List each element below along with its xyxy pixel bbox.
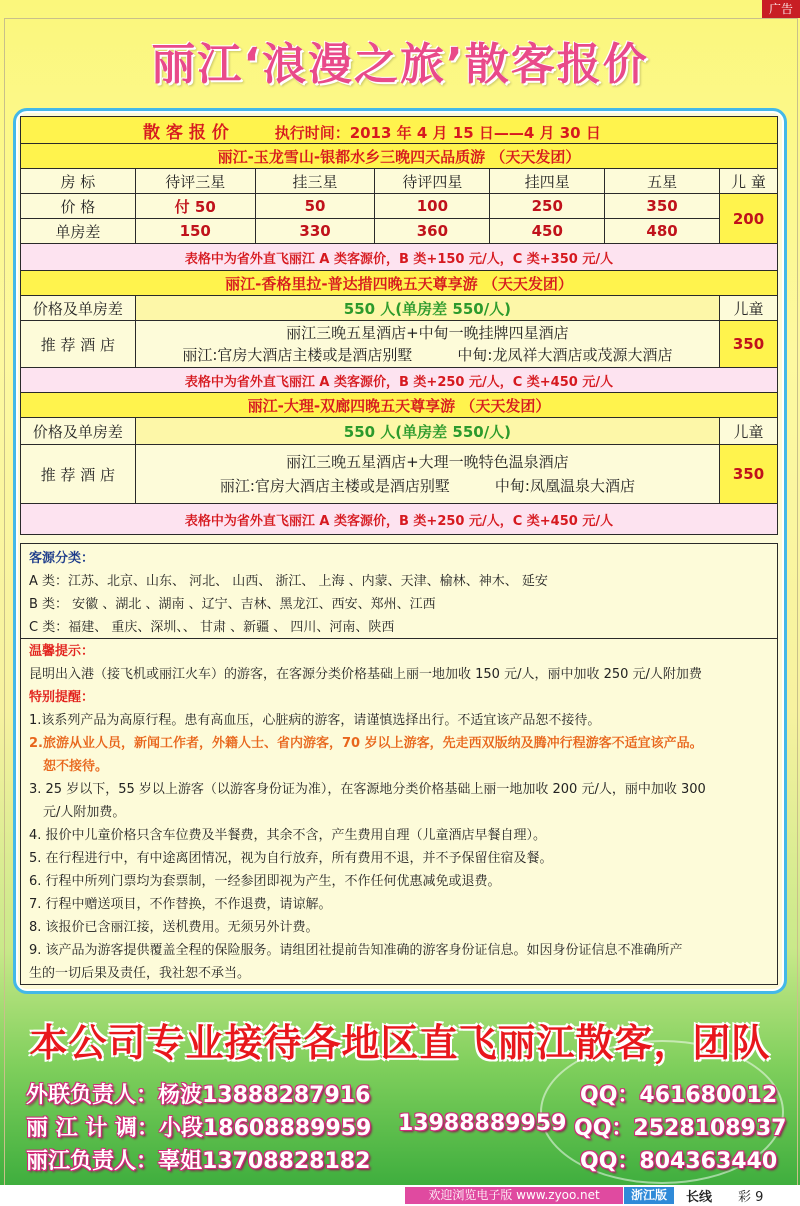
contact-1: 外联负责人：杨波13888287916 <box>26 1083 371 1108</box>
child-label: 儿童 <box>720 418 778 445</box>
price-cell: 100 <box>375 194 490 219</box>
tour2-note: 表格中为省外直飞丽江 A 类客源价，B 类+250 元/人，C 类+450 元/人 <box>21 368 778 393</box>
hotel-label: 推 荐 酒 店 <box>21 321 136 368</box>
footer-section: 长线 <box>686 1190 713 1205</box>
single-label: 单房差 <box>21 219 136 244</box>
price-label: 价 格 <box>21 194 136 219</box>
hotel-line: 丽江:官房大酒店主楼或是酒店别墅 中甸:凤凰温泉大酒店 <box>219 477 635 495</box>
notice-item: 1.该系列产品为高原行程。患有高血压，心脏病的游客，请谨慎选择出行。不适宜该产品恕不接待。 <box>29 713 601 728</box>
tour2-note-row <box>21 368 778 393</box>
tour1-level-row <box>21 169 778 194</box>
tour2-hotels <box>135 321 719 368</box>
price-label: 价格及单房差 <box>21 296 136 321</box>
tour3-price: 550 人(单房差 550/人) <box>135 418 719 445</box>
notice-item-cont: 生的一切后果及责任，我社恕不承当。 <box>29 966 251 981</box>
tour1-note: 表格中为省外直飞丽江 A 类客源价，B 类+150 元/人，C 类+350 元/人 <box>21 244 778 271</box>
price-label: 价格及单房差 <box>21 418 136 445</box>
contact-3: 丽江负责人：辜姐13708828182 <box>26 1149 371 1174</box>
tips-text: 昆明出入港（接飞机或丽江火车）的游客，在客源分类价格基础上丽一地加收 150 元/人，丽中加收 250 元/人附加费 <box>29 667 702 682</box>
notice-item: 6. 行程中所列门票均为套票制，一经参团即视为产生，不作任何优惠减免或退费。 <box>29 874 501 889</box>
tour3-note-row <box>21 504 778 535</box>
child-label: 儿童 <box>720 296 778 321</box>
single-cell: 150 <box>135 219 255 244</box>
tour1-table <box>20 116 778 535</box>
single-cell: 360 <box>375 219 490 244</box>
tour2-price-row <box>21 296 778 321</box>
price-header-title: 散 客 报 价 <box>143 122 229 143</box>
contact-3-qq: QQ：804363440 <box>580 1149 778 1174</box>
tour1-price-row <box>21 194 778 219</box>
info-divider <box>21 638 777 639</box>
source-b: B 类： 安徽 、湖北 、湖南 、辽宁、吉林、黑龙江、西安、郑州、江西 <box>29 597 436 612</box>
tour3-price-row <box>21 418 778 445</box>
footer-welcome-link[interactable]: 欢迎浏览电子版 www.zyoo.net <box>405 1187 623 1204</box>
price-cell: 50 <box>255 194 375 219</box>
notice-item-cont: 恕不接待。 <box>43 759 109 774</box>
level-cell: 挂三星 <box>255 169 375 194</box>
single-cell: 480 <box>605 219 720 244</box>
source-a: A 类：江苏、北京、山东、 河北、 山西、 浙江、 上海 、内蒙、天津、榆林、神木、 延安 <box>29 574 548 589</box>
tour3-title-row <box>21 393 778 418</box>
hotel-line: 丽江三晚五星酒店+大理一晚特色温泉酒店 <box>286 453 569 471</box>
tour3-title: 丽江-大理-双廊四晚五天尊享游 （天天发团） <box>21 393 778 418</box>
single-cell: 450 <box>490 219 605 244</box>
price-header-row <box>21 117 778 144</box>
child-price: 350 <box>720 445 778 504</box>
price-cell: 350 <box>605 194 720 219</box>
tour2-title: 丽江-香格里拉-普达措四晚五天尊享游 （天天发团） <box>21 271 778 296</box>
notice-item: 3. 25 岁以下，55 岁以上游客（以游客身份证为准），在客源地分类价格基础上丽一地加收 200 元/人，丽中加收 300 <box>29 782 706 797</box>
level-cell: 待评三星 <box>135 169 255 194</box>
exec-time: 执行时间：2013 年 4 月 15 日——4 月 30 日 <box>274 123 601 142</box>
info-box <box>20 543 778 985</box>
notice-item: 4. 报价中儿童价格只含车位费及半餐费，其余不含，产生费用自理（儿童酒店早餐自理）。 <box>29 828 547 843</box>
ad-label: 广告 <box>762 0 800 18</box>
child-price: 200 <box>720 194 778 244</box>
notice-item: 9. 该产品为游客提供覆盖全程的保险服务。请组团社提前告知准确的游客身份证信息。如因身份证信息不准确所产 <box>29 943 683 958</box>
level-cell: 挂四星 <box>490 169 605 194</box>
headline: 丽江‘浪漫之旅’散客报价 <box>151 39 649 90</box>
tour3-hotels <box>135 445 719 504</box>
contact-2-qq: QQ：2528108937 <box>574 1116 787 1141</box>
footer <box>0 1185 800 1206</box>
single-cell: 330 <box>255 219 375 244</box>
slogan: 本公司专业接待各地区直飞丽江散客，团队 <box>29 1021 771 1065</box>
special-title: 特别提醒： <box>29 690 95 705</box>
price-cell: 250 <box>490 194 605 219</box>
tour1-single-row <box>21 219 778 244</box>
price-cell: 付 50 <box>135 194 255 219</box>
tour1-title: 丽江-玉龙雪山-银都水乡三晚四天品质游 （天天发团） <box>21 144 778 169</box>
footer-page-number: 彩 9 <box>738 1190 764 1205</box>
notice-item-cont: 元/人附加费。 <box>43 805 126 820</box>
level-cell: 待评四星 <box>375 169 490 194</box>
child-label: 儿 童 <box>720 169 778 194</box>
tour2-price: 550 人(单房差 550/人) <box>135 296 719 321</box>
child-price: 350 <box>720 321 778 368</box>
hotel-label: 推 荐 酒 店 <box>21 445 136 504</box>
level-cell: 五星 <box>605 169 720 194</box>
tour3-note: 表格中为省外直飞丽江 A 类客源价，B 类+250 元/人，C 类+450 元/人 <box>21 504 778 535</box>
hotel-line: 丽江:官房大酒店主楼或是酒店别墅 中甸:龙凤祥大酒店或茂源大酒店 <box>182 346 673 364</box>
tour2-hotel-row <box>21 321 778 368</box>
tour2-title-row <box>21 271 778 296</box>
room-label: 房 标 <box>21 169 136 194</box>
tour1-title-row <box>21 144 778 169</box>
contact-2-extra: 13988889959 <box>398 1111 567 1136</box>
sources-title: 客源分类： <box>29 551 95 566</box>
tips-title: 温馨提示： <box>29 644 95 659</box>
tour1-note-row <box>21 244 778 271</box>
source-c: C 类：福建、 重庆、深圳、、 甘肃 、新疆 、 四川、河南、陕西 <box>29 620 395 635</box>
footer-edition: 浙江版 <box>624 1187 674 1204</box>
tour3-hotel-row <box>21 445 778 504</box>
contact-2: 丽 江 计 调：小段18608889959 <box>26 1116 372 1141</box>
hotel-line: 丽江三晚五星酒店+中甸一晚挂牌四星酒店 <box>286 324 569 342</box>
notice-item: 5. 在行程进行中，有中途离团情况，视为自行放弃，所有费用不退，并不予保留住宿及餐。 <box>29 851 553 866</box>
notice-item: 7. 行程中赠送项目，不作替换，不作退费，请谅解。 <box>29 897 332 912</box>
contact-1-qq: QQ：461680012 <box>580 1083 778 1108</box>
notice-item: 8. 该报价已含丽江接，送机费用。无须另外计费。 <box>29 920 319 935</box>
notice-item: 2.旅游从业人员，新闻工作者，外籍人士、省内游客，70 岁以上游客，先走西双版纳及腾冲行程游客不适宜该产品。 <box>29 736 703 751</box>
